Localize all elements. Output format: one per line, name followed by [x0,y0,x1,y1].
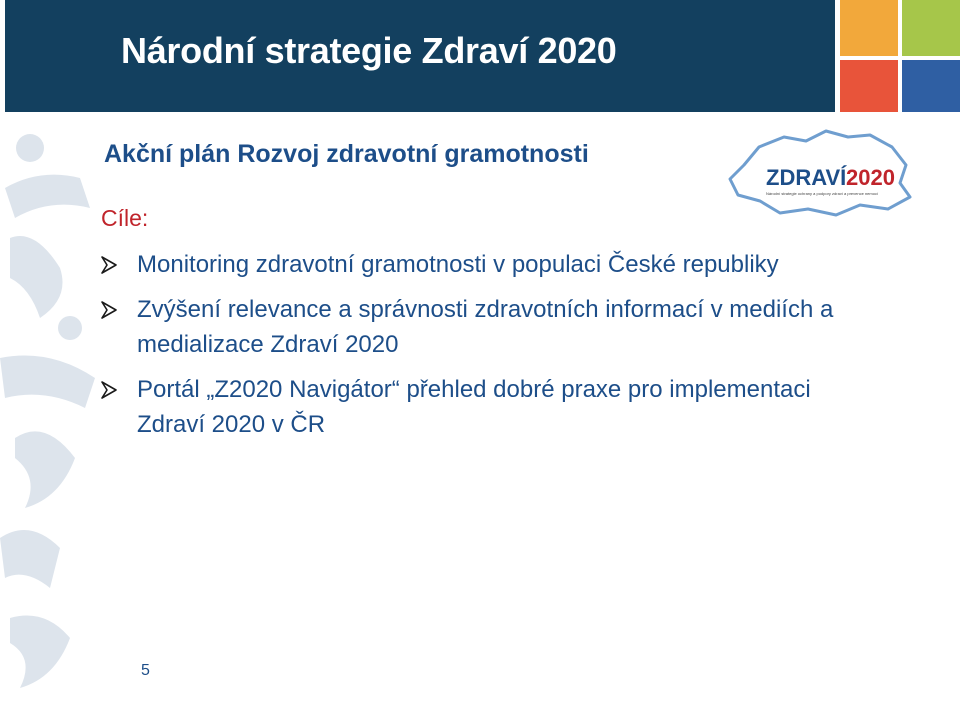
color-square-blue [902,60,960,112]
bullet-text: Monitoring zdravotní gramotnosti v populaci České republiky [137,251,779,278]
logo-text-main: ZDRAVÍ [766,165,847,190]
color-square-red [840,60,898,112]
slide-header [5,0,835,112]
decorative-figures [0,118,110,716]
slide-subtitle: Akční plán Rozvoj zdravotní gramotnosti [104,140,589,168]
list-item [96,372,836,442]
bullet-text: Portál „Z2020 Navigátor“ přehled dobré praxe pro implementaci Zdraví 2020 v ČR [137,376,811,438]
arrow-bullet-icon [100,301,118,319]
zdravi-2020-logo [724,125,919,220]
logo-tagline: Národní strategie ochrany a podpory zdraví a prevence nemocí [766,191,879,196]
color-square-orange [840,0,898,56]
page-number: 5 [141,662,150,679]
arrow-bullet-icon [100,256,118,274]
bullet-text: Zvýšení relevance a správnosti zdravotních informací v mediích a medializace Zdraví 2020 [137,296,834,358]
color-square-green [902,0,960,56]
list-item [96,247,836,282]
slide-title: Národní strategie Zdraví 2020 [121,30,617,71]
list-item [96,292,836,362]
goals-label: Cíle: [101,205,149,231]
goals-list [96,247,836,452]
arrow-bullet-icon [100,381,118,399]
logo-text-year: 2020 [846,165,895,190]
